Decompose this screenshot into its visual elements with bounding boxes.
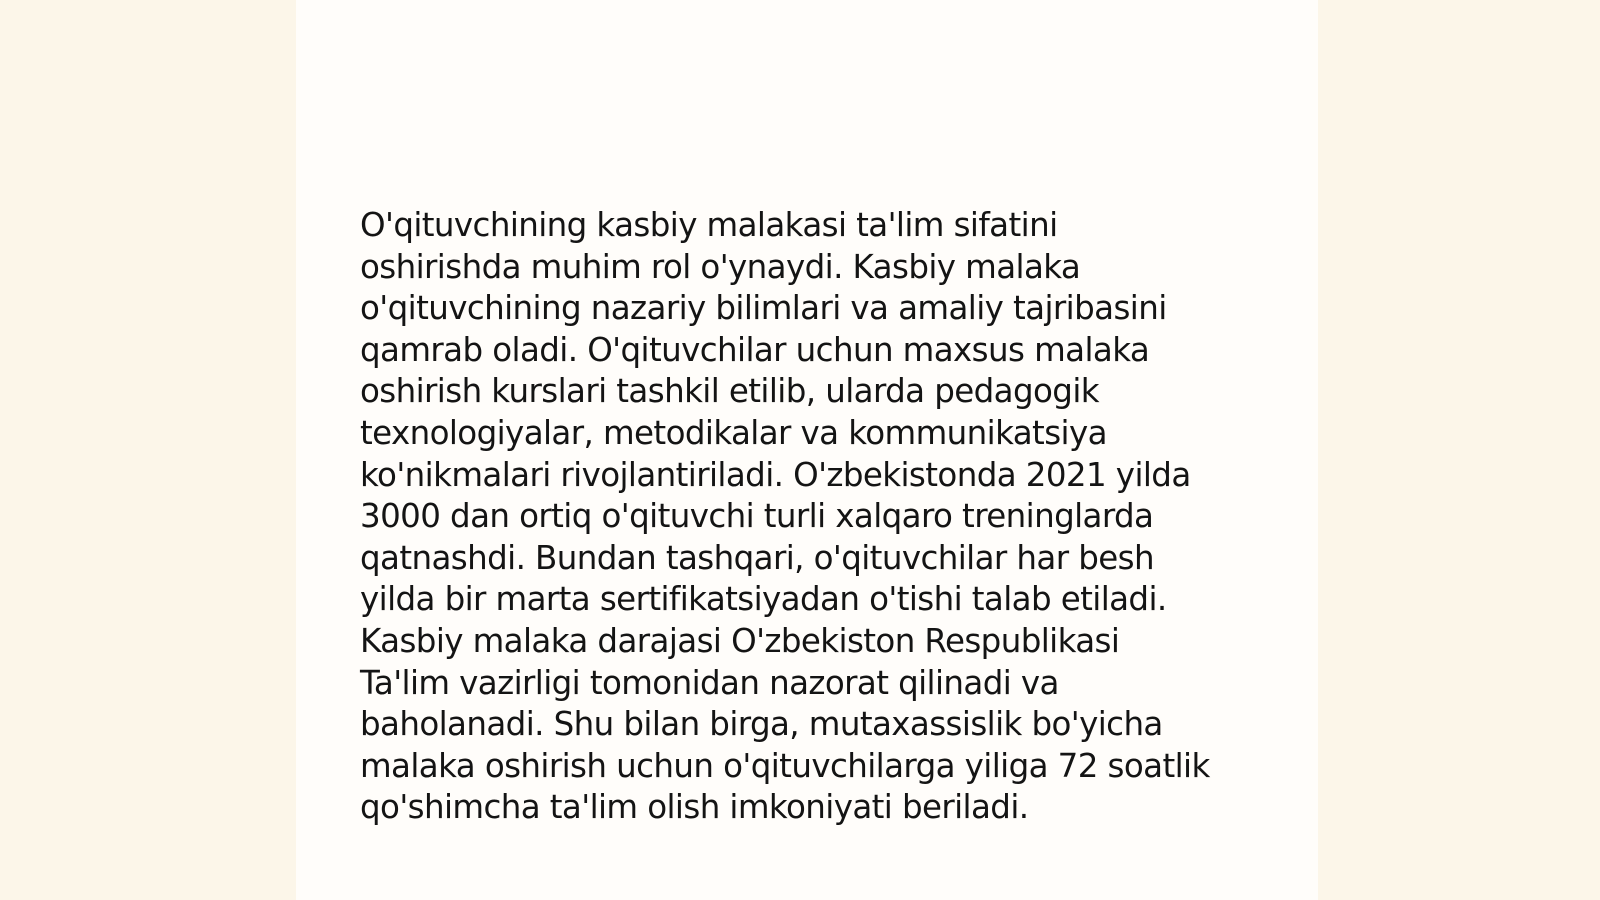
paragraph-line: texnologiyalar, metodikalar va kommunikatsiya bbox=[360, 413, 1107, 452]
paragraph-line: qamrab oladi. O'qituvchilar uchun maxsus malaka bbox=[360, 330, 1150, 369]
paragraph-line: oshirishda muhim rol o'ynaydi. Kasbiy malaka bbox=[360, 247, 1081, 286]
paragraph-line: Ta'lim vazirligi tomonidan nazorat qilinadi va bbox=[360, 663, 1059, 702]
paragraph-line: Kasbiy malaka darajasi O'zbekiston Respublikasi bbox=[360, 621, 1120, 660]
paragraph-line: qo'shimcha ta'lim olish imkoniyati beriladi. bbox=[360, 788, 1029, 827]
paragraph-line: malaka oshirish uchun o'qituvchilarga yiliga 72 soatlik bbox=[360, 746, 1210, 785]
paragraph-line: qatnashdi. Bundan tashqari, o'qituvchilar har besh bbox=[360, 538, 1154, 577]
body-paragraph bbox=[360, 205, 1260, 829]
paragraph-line: oshirish kurslari tashkil etilib, ularda pedagogik bbox=[360, 372, 1099, 411]
document-page bbox=[296, 0, 1318, 900]
paragraph-line: baholanadi. Shu bilan birga, mutaxassislik bo'yicha bbox=[360, 705, 1163, 744]
paragraph-line: ko'nikmalari rivojlantiriladi. O'zbekistonda 2021 yilda bbox=[360, 455, 1191, 494]
paragraph-line: yilda bir marta sertifikatsiyadan o'tishi talab etiladi. bbox=[360, 580, 1167, 619]
paragraph-line: o'qituvchining nazariy bilimlari va amaliy tajribasini bbox=[360, 289, 1167, 328]
paragraph-line: 3000 dan ortiq o'qituvchi turli xalqaro treninglarda bbox=[360, 497, 1154, 536]
paragraph-line: O'qituvchining kasbiy malakasi ta'lim sifatini bbox=[360, 206, 1058, 244]
